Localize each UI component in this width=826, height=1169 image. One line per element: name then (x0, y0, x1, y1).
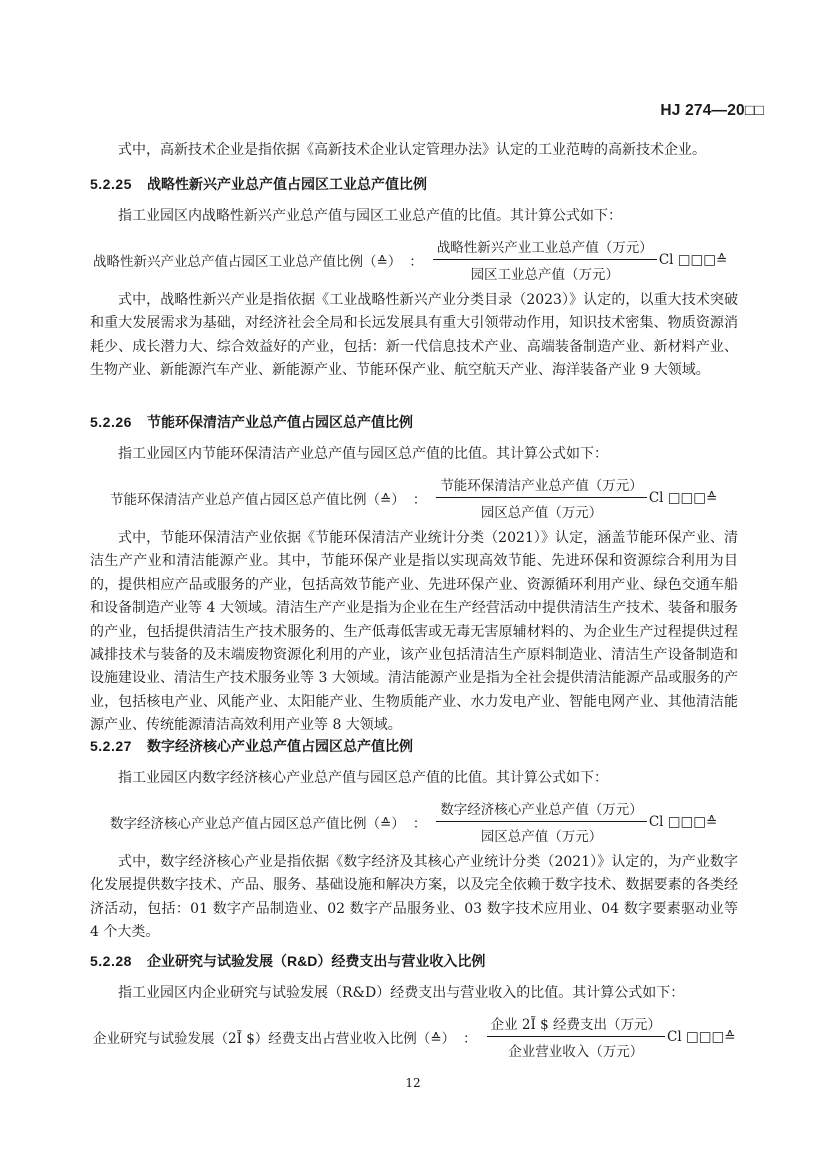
formula-5-2-25: 战略性新兴产业总产值占园区工业总产值比例（≙） ： $\frac{\text{战略性新兴产业工业总产值（万元）}}{\text{园区工业总产值（万元）}}$ Cl □□□≙ (93, 236, 727, 283)
formula-numerator: 战略性新兴产业工业总产值（万元） (436, 240, 653, 256)
formula-tail: Cl □□□≙ (648, 489, 718, 506)
definition-paragraph: 指工业园区内企业研究与试验发展（R&D）经费支出与营业收入的比值。其计算公式如下： (118, 985, 685, 1002)
formula-fraction (433, 236, 657, 283)
section-5-2-26-explanation (90, 527, 738, 738)
intro-block (90, 139, 738, 162)
formula-denominator: 园区工业总产值（万元） (433, 259, 657, 283)
section-heading (90, 411, 738, 434)
formula-5-2-28: 企业研究与试验发展（2Ĩ $）经费支出占营业收入比例（≙） ： $\frac{\text{企业 2Ĩ \$ 经费支出（万元）}}{\text{企业营业收入（万元）}}$ Cl □□□≙ (93, 1013, 736, 1060)
formula-numerator: 节能环保清洁产业总产值（万元） (440, 478, 643, 494)
section-title: 数字经济核心产业总产值占园区总产值比例 (147, 738, 413, 754)
section-number: 5.2.26 (90, 414, 132, 430)
definition-paragraph: 指工业园区内数字经济核心产业总产值与园区总产值的比值。其计算公式如下： (118, 770, 608, 787)
section-5-2-28 (90, 950, 738, 1006)
explanation-paragraph: 式中，战略性新兴产业是指依据《工业战略性新兴产业分类目录（2023）》认定的，以重大技术突破和重大发展需求为基础，对经济社会全局和长远发展具有重大引领带动作用，知识技术密集、物质资源消耗少、成长潜力大、综合效益好的产业，包括：新一代信息技术产业、高端装备制造产业、新材料产业、生物产业、新能源汽车产业、新能源产业、节能环保产业、航空航天产业、海洋装备产业 9 大领域。 (90, 292, 738, 379)
formula-denominator: 园区总产值（万元） (436, 497, 647, 521)
formula-fraction (436, 798, 647, 845)
formula-tail: Cl □□□≙ (658, 251, 728, 268)
formula-denominator: 园区总产值（万元） (436, 821, 647, 845)
standard-code: HJ 274—20□□ (660, 102, 764, 119)
formula-fraction (436, 474, 647, 521)
explanation-paragraph: 式中，节能环保清洁产业依据《节能环保清洁产业统计分类（2021）》认定，涵盖节能环保产业、清洁生产产业和清洁能源产业。其中，节能环保产业是指以实现高效节能、先进环保和资源综合利用为目的，提供相应产品或服务的产业，包括高效节能产业、先进环保产业、资源循环利用产业、绿色交通车船和设备制造产业等 4 大领域。清洁生产产业是指为企业在生产经营活动中提供清洁生产技术、装备和服务的产业，包括提供清洁生产技术服务的、生产低毒低害或无毒无害原辅材料的、为企业生产过程提供过程减排技术与装备的及末端废物资源化利用的产业，该产业包括清洁生产原料制造业、清洁生产设备制造和设施建设业、清洁生产技术服务业等 3 大领域。清洁能源产业是指为全社会提供清洁能源产品或服务的产业，包括核电产业、风能产业、太阳能产业、生物质能产业、水力发电产业、智能电网产业、其他清洁能源产业、传统能源清洁高效利用产业等 8 大领域。 (90, 530, 738, 734)
intro-paragraph: 式中，高新技术企业是指依据《高新技术企业认定管理办法》认定的工业范畴的高新技术企业。 (118, 142, 706, 158)
section-title: 企业研究与试验发展（R&D）经费支出与营业收入比例 (147, 953, 486, 969)
section-number: 5.2.27 (90, 738, 132, 754)
section-5-2-25 (90, 173, 738, 229)
formula-5-2-27: 数字经济核心产业总产值占园区总产值比例（≙） ： $\frac{\text{数字经济核心产业总产值（万元）}}{\text{园区总产值（万元）}}$ Cl □□□≙ (110, 798, 717, 845)
formula-lhs: 战略性新兴产业总产值占园区工业总产值比例（≙） (93, 253, 402, 270)
explanation-paragraph: 式中，数字经济核心产业是指依据《数字经济及其核心产业统计分类（2021）》认定的，为产业数字化发展提供数字技术、产品、服务、基础设施和解决方案，以及完全依赖于数字技术、数据要素的各类经济活动，包括：01 数字产品制造业、02 数字产品服务业、03 数字技术应用业、04 数字要素驱动业等 4 个大类。 (90, 854, 738, 941)
formula-5-2-26: 节能环保清洁产业总产值占园区总产值比例（≙） ： $\frac{\text{节能环保清洁产业总产值（万元）}}{\text{园区总产值（万元）}}$ Cl □□□≙ (110, 474, 717, 521)
formula-numerator: 企业 2Ĩ $ 经费支出（万元） (490, 1017, 662, 1033)
section-5-2-27-explanation (90, 851, 738, 945)
formula-fraction (487, 1013, 665, 1060)
formula-numerator: 数字经济核心产业总产值（万元） (440, 802, 643, 818)
section-5-2-26 (90, 411, 738, 467)
formula-lhs: 企业研究与试验发展（2Ĩ $）经费支出占营业收入比例（≙） (93, 1030, 456, 1047)
formula-denominator: 企业营业收入（万元） (487, 1036, 665, 1060)
section-title: 节能环保清洁产业总产值占园区总产值比例 (147, 414, 413, 430)
formula-tail: Cl □□□≙ (648, 813, 718, 830)
formula-lhs: 数字经济核心产业总产值占园区总产值比例（≙） (110, 815, 405, 832)
section-title: 战略性新兴产业总产值占园区工业总产值比例 (147, 176, 427, 192)
page-number: 12 (405, 1076, 421, 1090)
definition-paragraph: 指工业园区内战略性新兴产业总产值与园区工业总产值的比值。其计算公式如下： (118, 208, 622, 225)
section-number: 5.2.25 (90, 176, 132, 192)
formula-tail: Cl □□□≙ (667, 1028, 736, 1045)
section-heading (90, 173, 738, 196)
section-heading (90, 950, 738, 973)
section-5-2-25-explanation (90, 289, 738, 383)
section-5-2-27 (90, 735, 738, 791)
section-heading (90, 735, 738, 758)
definition-paragraph: 指工业园区内节能环保清洁产业总产值与园区总产值的比值。其计算公式如下： (118, 446, 608, 463)
section-number: 5.2.28 (90, 953, 132, 969)
formula-lhs: 节能环保清洁产业总产值占园区总产值比例（≙） (110, 491, 405, 508)
